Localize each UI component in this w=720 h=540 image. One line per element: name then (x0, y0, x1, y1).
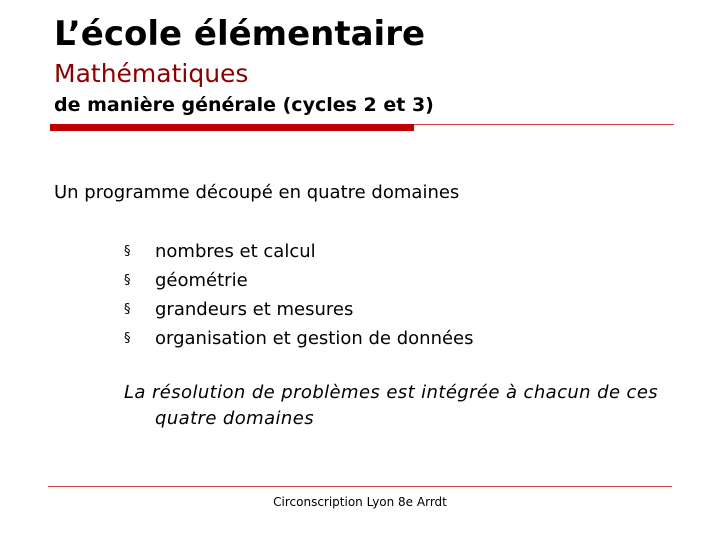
domain-label: géométrie (155, 270, 248, 291)
slide-subheading: de manière générale (cycles 2 et 3) (54, 94, 434, 116)
section-bullet-icon: § (124, 244, 131, 259)
intro-text: Un programme découpé en quatre domaines (54, 182, 460, 203)
title-underline-thin (414, 124, 674, 125)
slide-title: L’école élémentaire (54, 14, 426, 54)
domain-label: organisation et gestion de données (155, 328, 474, 349)
title-underline-thick (50, 124, 414, 131)
section-bullet-icon: § (124, 302, 131, 317)
footer-text: Circonscription Lyon 8e Arrdt (273, 495, 447, 509)
slide-subtitle: Mathématiques (54, 59, 249, 88)
domain-label: nombres et calcul (155, 241, 316, 262)
domain-label: grandeurs et mesures (155, 299, 354, 320)
section-bullet-icon: § (124, 331, 131, 346)
problem-solving-note: La résolution de problèmes est intégrée à chacun de ces quatre domaines (124, 382, 659, 429)
footer-rule (48, 486, 672, 487)
section-bullet-icon: § (124, 273, 131, 288)
